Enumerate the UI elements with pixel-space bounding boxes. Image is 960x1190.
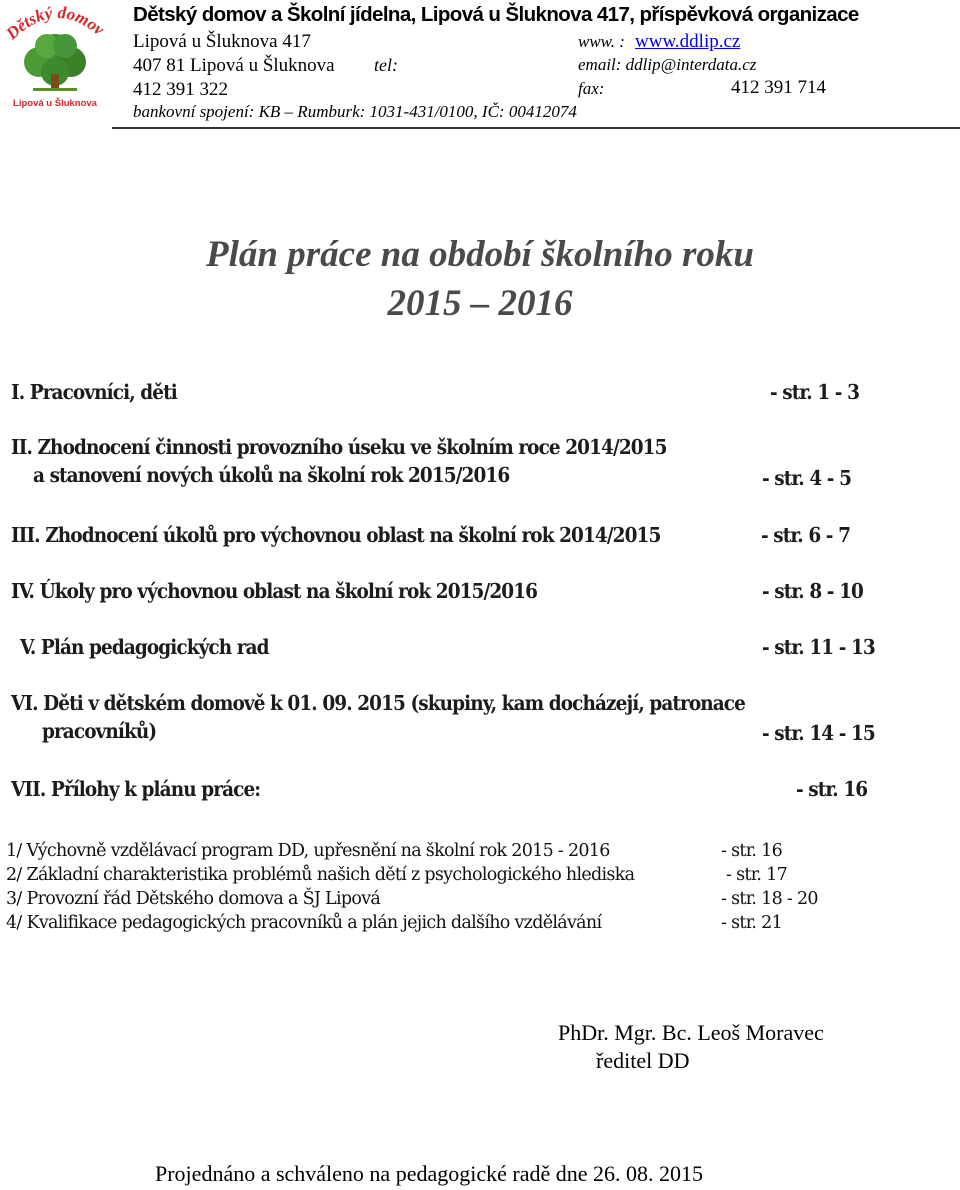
toc-item-3-page: - str. 6 - 7 bbox=[761, 523, 850, 547]
toc-item-6-text: VI. Děti v dětském domově k 01. 09. 2015 (skupiny, kam docházejí, patronace bbox=[11, 691, 745, 715]
toc-item-1-text: I. Pracovníci, děti bbox=[11, 380, 177, 404]
toc-item-1-page: - str. 1 - 3 bbox=[770, 380, 859, 404]
attachment-1-text: 1/ Výchovně vzdělávací program DD, upřesnění na školní rok 2015 - 2016 bbox=[6, 841, 610, 861]
attachment-2-text: 2/ Základní charakteristika problémů našich dětí z psychologického hlediska bbox=[6, 865, 635, 885]
attachment-4-text: 4/ Kvalifikace pedagogických pracovníků a plán jejich dalšího vzdělávání bbox=[6, 913, 602, 933]
phone-number: 412 391 322 bbox=[133, 79, 228, 100]
approval-note: Projednáno a schváleno na pedagogické radě dne 26. 08. 2015 bbox=[155, 1161, 703, 1186]
document-title: Plán práce na období školního roku bbox=[206, 234, 754, 275]
toc-item-4-text: IV. Úkoly pro výchovnou oblast na školní rok 2015/2016 bbox=[11, 579, 538, 603]
organization-logo bbox=[3, 2, 108, 114]
bank-details: bankovní spojení: KB – Rumburk: 1031-431/0100, IČ: 00412074 bbox=[133, 102, 577, 121]
document-title-years: 2015 – 2016 bbox=[387, 283, 573, 324]
toc-item-2-page: - str. 4 - 5 bbox=[762, 466, 851, 490]
header-divider bbox=[112, 127, 960, 129]
website-link[interactable]: www.ddlip.cz bbox=[635, 31, 741, 52]
attachment-3-page: - str. 18 - 20 bbox=[721, 889, 818, 909]
toc-item-4-page: - str. 8 - 10 bbox=[762, 579, 863, 603]
toc-item-6-text-cont: pracovníků) bbox=[42, 719, 157, 743]
toc-item-5-text: V. Plán pedagogických rad bbox=[20, 635, 269, 659]
address-line-2: 407 81 Lipová u Šluknova bbox=[133, 55, 335, 76]
logo-tree-graphic bbox=[3, 2, 108, 114]
signatory-role: ředitel DD bbox=[596, 1048, 690, 1073]
organization-name: Dětský domov a Školní jídelna, Lipová u Šluknova 417, příspěvková organizace bbox=[133, 3, 859, 26]
toc-item-5-page: - str. 11 - 13 bbox=[762, 635, 875, 659]
attachment-4-page: - str. 21 bbox=[721, 913, 783, 933]
signatory-name: PhDr. Mgr. Bc. Leoš Moravec bbox=[558, 1020, 824, 1045]
toc-item-7-text: VII. Přílohy k plánu práce: bbox=[11, 777, 261, 801]
toc-item-7-page: - str. 16 bbox=[796, 777, 868, 801]
fax-number: 412 391 714 bbox=[731, 77, 826, 98]
address-line-1: Lipová u Šluknova 417 bbox=[133, 31, 311, 52]
www-label: www. : bbox=[578, 32, 625, 51]
toc-item-3-text: III. Zhodnocení úkolů pro výchovnou oblast na školní rok 2014/2015 bbox=[11, 523, 661, 547]
logo-bottom-text: Lipová u Šluknova bbox=[13, 98, 97, 109]
attachment-3-text: 3/ Provozní řád Dětského domova a ŠJ Lipová bbox=[6, 889, 381, 909]
email-address[interactable]: email: ddlip@interdata.cz bbox=[578, 55, 757, 74]
toc-item-6-page: - str. 14 - 15 bbox=[762, 721, 875, 745]
tel-label: tel: bbox=[374, 55, 398, 75]
toc-item-2-text-cont: a stanovení nových úkolů na školní rok 2015/2016 bbox=[33, 463, 510, 487]
attachment-1-page: - str. 16 bbox=[721, 841, 783, 861]
toc-item-2-text: II. Zhodnocení činnosti provozního úseku ve školním roce 2014/2015 bbox=[11, 435, 667, 459]
attachment-2-page: - str. 17 bbox=[726, 865, 788, 885]
logo-top-text: Dětský domov bbox=[3, 2, 108, 44]
fax-label: fax: bbox=[578, 79, 605, 98]
